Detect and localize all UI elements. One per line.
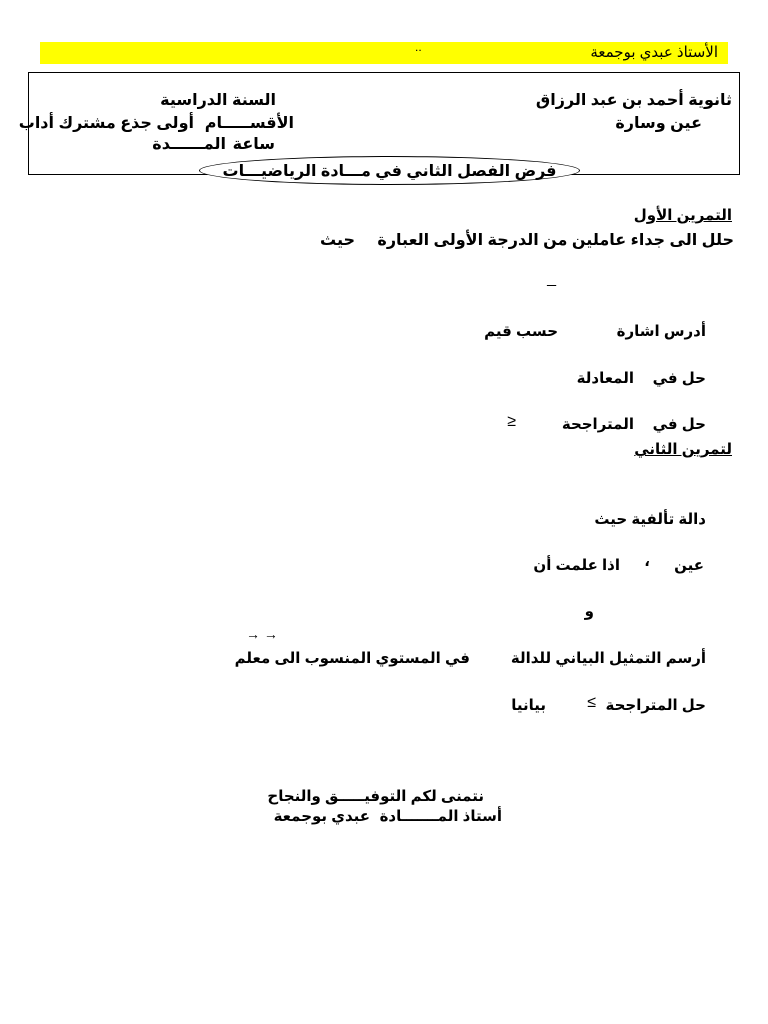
q1-by-values: حسب قيم: [484, 323, 558, 340]
city-name: عين وسارة: [615, 115, 702, 132]
exercise1-statement: حلل الى جداء عاملين من الدرجة الأولى العبارة: [377, 232, 734, 249]
q3-solve-in: حل في: [652, 416, 706, 433]
teacher-name: عبدي بوجمعة: [273, 808, 370, 825]
ex2-given: اذا علمت أن: [533, 557, 620, 574]
exam-title-oval: [199, 156, 580, 185]
school-name: ثانوية أحمد بن عبد الرزاق: [535, 92, 732, 109]
q3-inequality: المتراجحة: [561, 416, 634, 433]
school-year-label: السنة الدراسية: [160, 92, 276, 109]
ex2-solve-inequality: حل المتراجحة: [605, 697, 706, 714]
q3-symbol: ≤: [507, 413, 516, 430]
ex2-graphically: بيانيا: [511, 697, 546, 714]
q2-equation: المعادلة: [576, 370, 634, 387]
banner-mark: ..: [415, 40, 422, 54]
sections-value: أولى جذع مشترك أداب: [18, 115, 194, 132]
exam-title: فرض الفصل الثاني في مـــادة الرياضيـــات: [222, 162, 557, 180]
ex2-plot-frame: في المستوي المنسوب الى معلم: [234, 650, 470, 667]
exercise1-where: حيث: [320, 232, 355, 249]
banner-author: الأستاذ عبدي بوجمعة: [590, 44, 718, 61]
closing-wish: نتمنى لكم التوفيـــــق والنجاح: [267, 788, 484, 805]
teacher-label: أستاذ المـــــــادة: [379, 808, 502, 825]
sections-label: الأقســـــام: [204, 115, 294, 132]
q2-solve-in: حل في: [652, 370, 706, 387]
ex2-plot: أرسم التمثيل البياني للدالة: [510, 650, 706, 667]
top-banner: [40, 42, 728, 64]
ex2-solve-symbol: ≥: [587, 694, 596, 711]
duration-label: المــــــدة: [152, 136, 226, 153]
exercise1-dash: _: [547, 270, 556, 287]
ex2-comma: ،: [644, 553, 650, 570]
exercise1-title: التمرين الأول: [633, 207, 732, 224]
duration-value: ساعة: [232, 136, 275, 153]
q1-study-sign: أدرس اشارة: [616, 323, 706, 340]
ex2-and: و: [584, 603, 594, 620]
ex2-vectors: → →: [246, 626, 278, 642]
exercise2-title: لتمرين الثاني: [634, 441, 732, 458]
ex2-determine: عين: [674, 557, 704, 574]
exercise2-statement: دالة تألفية حيث: [594, 511, 706, 528]
